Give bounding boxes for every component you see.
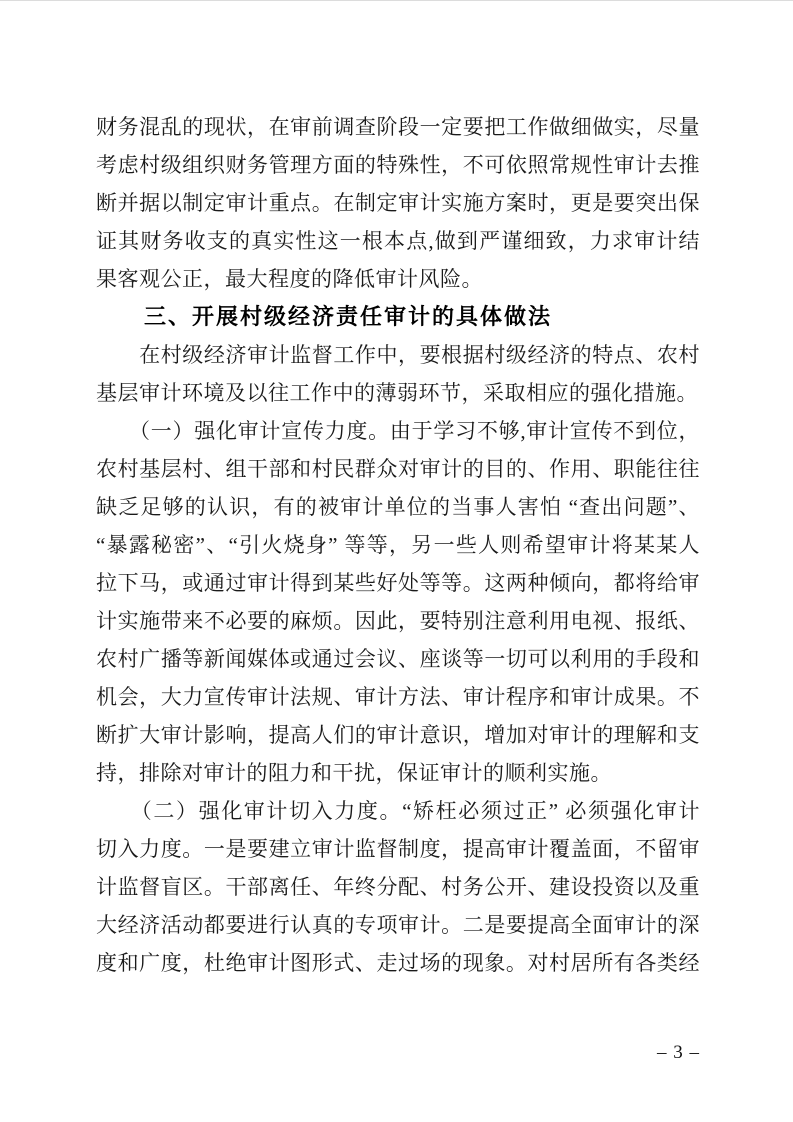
text-line: 证其财务收支的真实性这一根本点,做到严谨细致，力求审计结 xyxy=(96,229,700,253)
text-line: 断扩大审计影响，提高人们的审计意识，增加对审计的理解和支 xyxy=(96,723,700,747)
text-line: 缺乏足够的认识，有的被审计单位的当事人害怕 “查出问题”、 xyxy=(96,495,700,519)
text-line: 考虑村级组织财务管理方面的特殊性，不可依照常规性审计去推 xyxy=(96,153,700,177)
text-line: 计监督盲区。干部离任、年终分配、村务公开、建设投资以及重 xyxy=(96,875,700,899)
text-line: 农村基层村、组干部和村民群众对审计的目的、作用、职能往往 xyxy=(96,457,700,481)
text-line: （二）强化审计切入力度。“矫枉必须过正” 必须强化审计 xyxy=(96,799,700,823)
text-line: （一）强化审计宣传力度。由于学习不够,审计宣传不到位， xyxy=(96,419,700,443)
text-line: 在村级经济审计监督工作中，要根据村级经济的特点、农村 xyxy=(96,343,700,367)
text-line: “暴露秘密”、“引火烧身” 等等，另一些人则希望审计将某某人 xyxy=(96,533,700,557)
text-line: 切入力度。一是要建立审计监督制度，提高审计覆盖面，不留审 xyxy=(96,837,700,861)
text-line: 度和广度，杜绝审计图形式、走过场的现象。对村居所有各类经 xyxy=(96,951,700,975)
text-line: 基层审计环境及以往工作中的薄弱环节，采取相应的强化措施。 xyxy=(96,381,698,405)
text-line: 财务混乱的现状，在审前调查阶段一定要把工作做细做实，尽量 xyxy=(96,115,700,139)
text-line: 果客观公正，最大程度的降低审计风险。 xyxy=(96,267,483,291)
text-line: 机会，大力宣传审计法规、审计方法、审计程序和审计成果。不 xyxy=(96,685,700,709)
text-line: 大经济活动都要进行认真的专项审计。二是要提高全面审计的深 xyxy=(96,913,700,937)
page-number: – 3 – xyxy=(657,1042,700,1063)
section-heading: 三、开展村级经济责任审计的具体做法 xyxy=(96,304,553,329)
text-line: 拉下马，或通过审计得到某些好处等等。这两种倾向，都将给审 xyxy=(96,571,700,595)
text-line: 断并据以制定审计重点。在制定审计实施方案时，更是要突出保 xyxy=(96,191,700,215)
text-line: 农村广播等新闻媒体或通过会议、座谈等一切可以利用的手段和 xyxy=(96,647,700,671)
text-line: 计实施带来不必要的麻烦。因此，要特别注意利用电视、报纸、 xyxy=(96,609,700,633)
text-line: 持，排除对审计的阻力和干扰，保证审计的顺利实施。 xyxy=(96,761,612,785)
